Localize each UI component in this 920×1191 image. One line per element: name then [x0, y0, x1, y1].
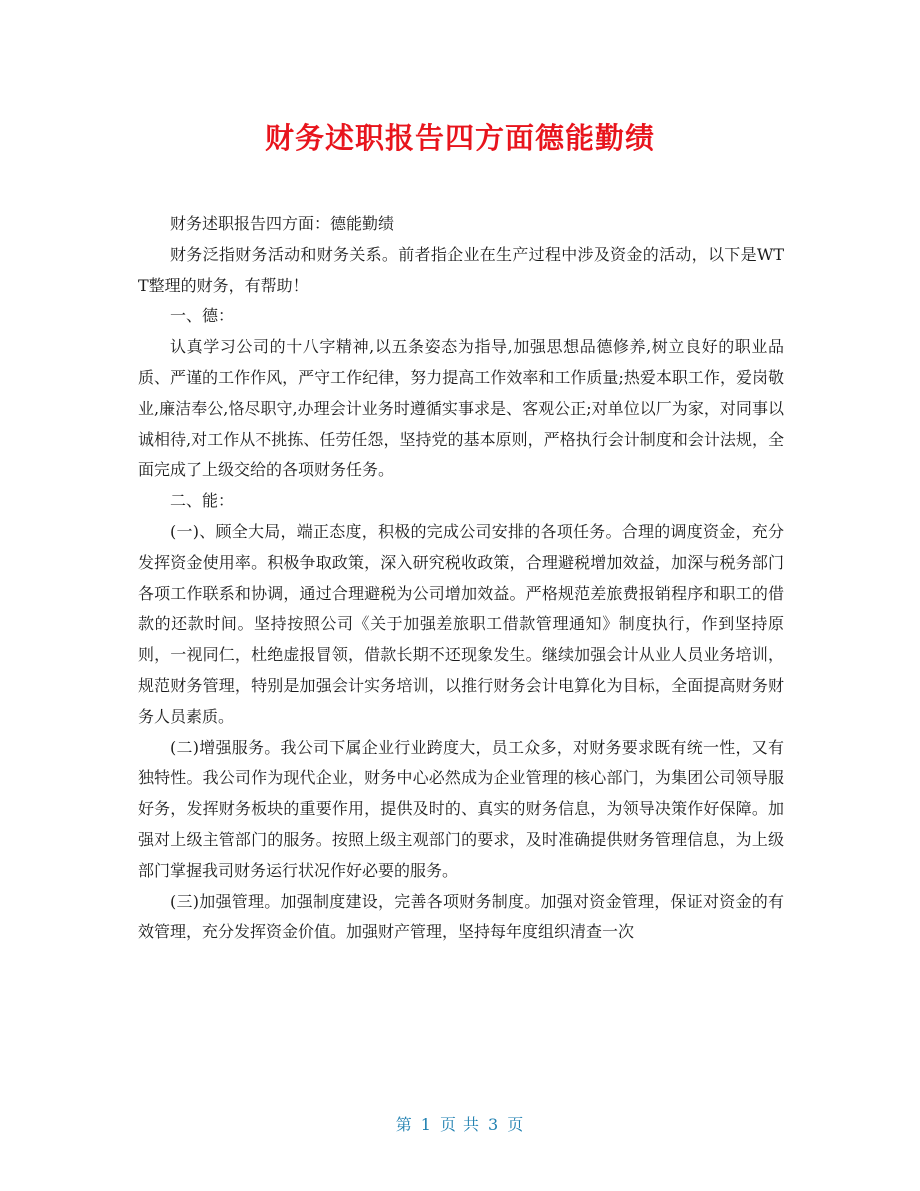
section-heading-de: 一、德： [170, 306, 235, 326]
footer-page-number: 1 [420, 1115, 432, 1134]
footer-prefix: 第 [395, 1115, 413, 1134]
footer-total-pages: 3 [488, 1115, 500, 1134]
paragraph-neng-2: (二)增强服务。我公司下属企业行业跨度大，员工众多，对财务要求既有统一性，又有独特性。我公司作为现代企业，财务中心必然成为企业管理的核心部门，为集团公司领导服好务，发挥财务板块的重要作用，提供及时的、真实的财务信息，为领导决策作好保障。加强对上级主管部门的服务。按照上级主观部门的要求，及时准确提供财务管理信息，为上级部门掌握我司财务运行状况作好必要的服务。 [138, 737, 784, 880]
footer-suffix: 页 [507, 1115, 525, 1134]
paragraph-de: 认真学习公司的十八字精神,以五条姿态为指导,加强思想品德修养,树立良好的职业品质、严谨的工作作风，严守工作纪律，努力提高工作效率和工作质量;热爱本职工作，爱岗敬业,廉洁奉公,恪尽职守,办理会计业务时遵循实事求是、客观公正;对单位以厂为家，对同事以诚相待,对工作从不挑拣、任劳任怨，坚持党的基本原则，严格执行会计制度和会计法规，全面完成了上级交给的各项财务任务。 [138, 337, 784, 480]
paragraph-neng-3: (三)加强管理。加强制度建设，完善各项财务制度。加强对资金管理，保证对资金的有效管理，充分发挥资金价值。加强财产管理，坚持每年度组织清查一次 [138, 891, 784, 942]
document-body [138, 209, 784, 948]
section-heading-neng: 二、能： [170, 491, 235, 511]
paragraph-neng-1: (一)、顾全大局，端正态度，积极的完成公司安排的各项任务。合理的调度资金，充分发挥资金使用率。积极争取政策，深入研究税收政策，合理避税增加效益，加深与税务部门各项工作联系和协调，通过合理避税为公司增加效益。严格规范差旅费报销程序和职工的借款的还款时间。坚持按照公司《关于加强差旅职工借款管理通知》制度执行，作到坚持原则，一视同仁，杜绝虚报冒领，借款长期不还现象发生。继续加强会计从业人员业务培训，规范财务管理，特别是加强会计实务培训，以推行财务会计电算化为目标，全面提高财务财务人员素质。 [138, 521, 784, 726]
footer-middle: 页 共 [439, 1115, 481, 1134]
page-footer [0, 1112, 920, 1135]
document-title: 财务述职报告四方面德能勤绩 [264, 121, 655, 155]
paragraph-intro: 财务述职报告四方面：德能勤绩 [170, 214, 395, 233]
paragraph-definition: 财务泛指财务活动和财务关系。前者指企业在生产过程中涉及资金的活动，以下是WTT整理的财务，有帮助！ [138, 244, 784, 295]
